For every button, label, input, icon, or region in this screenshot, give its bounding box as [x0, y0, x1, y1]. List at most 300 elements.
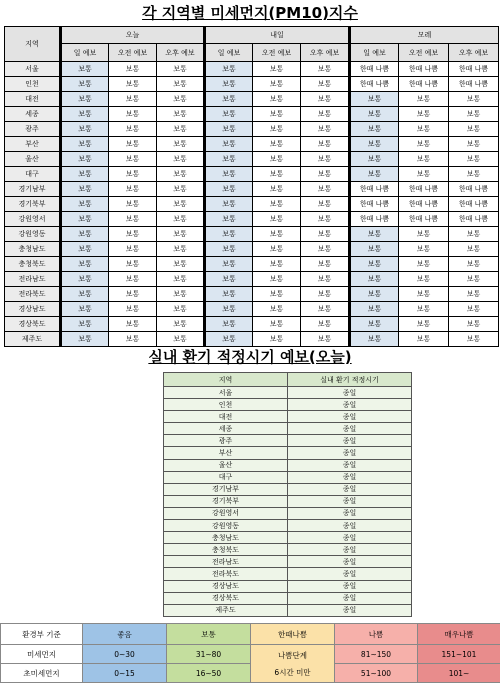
forecast-cell: 한때 나쁨 [449, 212, 499, 227]
forecast-cell: 보통 [301, 287, 350, 302]
ventilation-time-cell: 종일 [288, 459, 412, 471]
forecast-cell: 보통 [301, 227, 350, 242]
forecast-cell: 보통 [61, 227, 109, 242]
table-row [5, 242, 499, 257]
sub-header: 일 예보 [205, 44, 253, 62]
region-cell: 강원영서 [5, 212, 61, 227]
ventilation-header-row [164, 373, 412, 387]
ventilation-time-cell: 종일 [288, 447, 412, 459]
forecast-cell: 보통 [157, 302, 205, 317]
forecast-cell: 보통 [109, 107, 157, 122]
forecast-cell: 보통 [399, 227, 449, 242]
forecast-cell: 보통 [350, 317, 399, 332]
forecast-cell: 보통 [301, 332, 350, 347]
forecast-cell: 한때 나쁨 [350, 62, 399, 77]
forecast-cell: 보통 [399, 332, 449, 347]
forecast-cell: 보통 [301, 137, 350, 152]
forecast-cell: 보통 [61, 317, 109, 332]
forecast-cell: 보통 [205, 212, 253, 227]
forecast-cell: 보통 [301, 122, 350, 137]
forecast-cell: 보통 [399, 137, 449, 152]
ventilation-region-cell: 대전 [164, 411, 288, 423]
region-cell: 울산 [5, 152, 61, 167]
ventilation-time-cell: 종일 [288, 483, 412, 495]
table-row [5, 167, 499, 182]
pm10-forecast-table [4, 26, 499, 347]
forecast-cell: 보통 [205, 167, 253, 182]
table-row [5, 227, 499, 242]
forecast-cell: 보통 [61, 197, 109, 212]
legend-pm25-normal: 16~50 [167, 664, 251, 683]
forecast-cell: 보통 [61, 182, 109, 197]
ventilation-table [163, 372, 412, 617]
forecast-cell: 보통 [205, 317, 253, 332]
forecast-cell: 보통 [253, 287, 301, 302]
forecast-cell: 보통 [109, 272, 157, 287]
forecast-cell: 보통 [301, 167, 350, 182]
forecast-cell: 보통 [109, 77, 157, 92]
forecast-cell: 보통 [109, 302, 157, 317]
region-header-blank: 지역 [5, 27, 61, 62]
ventilation-region-cell: 세종 [164, 423, 288, 435]
ventilation-region-cell: 충청남도 [164, 532, 288, 544]
legend-partial-bad-line1: 나쁨단계 [251, 650, 334, 661]
ventilation-time-cell: 종일 [288, 387, 412, 399]
forecast-cell: 보통 [109, 332, 157, 347]
forecast-cell: 보통 [205, 287, 253, 302]
forecast-cell: 보통 [157, 242, 205, 257]
sub-header-row [5, 44, 499, 62]
forecast-cell: 보통 [449, 287, 499, 302]
forecast-cell: 보통 [350, 122, 399, 137]
legend-partial-bad: 한때나쁨 [251, 624, 335, 645]
legend-pm25-very-bad: 101~ [418, 664, 500, 683]
forecast-cell: 보통 [449, 317, 499, 332]
forecast-cell: 보통 [205, 182, 253, 197]
forecast-cell: 보통 [301, 182, 350, 197]
ventilation-region-cell: 대구 [164, 471, 288, 483]
forecast-cell: 보통 [350, 167, 399, 182]
forecast-cell: 보통 [61, 272, 109, 287]
forecast-cell: 보통 [61, 92, 109, 107]
table-row [164, 387, 412, 399]
ventilation-header-region: 지역 [164, 373, 288, 387]
forecast-cell: 보통 [61, 77, 109, 92]
region-cell: 전라남도 [5, 272, 61, 287]
forecast-cell: 보통 [253, 122, 301, 137]
forecast-cell: 보통 [157, 272, 205, 287]
region-cell: 경기북부 [5, 197, 61, 212]
region-cell: 경상북도 [5, 317, 61, 332]
region-cell: 제주도 [5, 332, 61, 347]
forecast-cell: 보통 [157, 212, 205, 227]
legend-pm25-bad: 51~100 [335, 664, 418, 683]
legend-pm10-row [1, 645, 500, 664]
ventilation-time-cell: 종일 [288, 507, 412, 519]
ventilation-time-cell: 종일 [288, 580, 412, 592]
forecast-cell: 보통 [205, 257, 253, 272]
forecast-cell: 보통 [157, 122, 205, 137]
forecast-cell: 보통 [301, 62, 350, 77]
table-row [164, 483, 412, 495]
day-header-row [5, 27, 499, 44]
table-row [164, 507, 412, 519]
forecast-cell: 보통 [157, 137, 205, 152]
legend-partial-bad-line2: 6시간 미만 [251, 667, 334, 678]
forecast-cell: 보통 [399, 242, 449, 257]
forecast-cell: 보통 [253, 317, 301, 332]
forecast-cell: 보통 [157, 77, 205, 92]
table-row [164, 435, 412, 447]
table-row [5, 92, 499, 107]
forecast-cell: 보통 [449, 302, 499, 317]
forecast-cell: 보통 [157, 227, 205, 242]
forecast-cell: 보통 [253, 137, 301, 152]
forecast-cell: 보통 [449, 92, 499, 107]
forecast-cell: 보통 [109, 92, 157, 107]
forecast-cell: 보통 [350, 137, 399, 152]
forecast-cell: 한때 나쁨 [350, 77, 399, 92]
forecast-cell: 보통 [350, 302, 399, 317]
forecast-cell: 보통 [253, 257, 301, 272]
forecast-cell: 보통 [253, 302, 301, 317]
forecast-cell: 보통 [350, 272, 399, 287]
table-row [164, 447, 412, 459]
ventilation-time-cell: 종일 [288, 544, 412, 556]
day-header-2: 모레 [350, 27, 499, 44]
table-row [164, 520, 412, 532]
forecast-cell: 보통 [253, 227, 301, 242]
forecast-cell: 보통 [205, 137, 253, 152]
forecast-cell: 보통 [253, 212, 301, 227]
page-title: 각 지역별 미세먼지(PM10)지수 [0, 2, 500, 23]
forecast-cell: 보통 [301, 257, 350, 272]
forecast-cell: 보통 [399, 257, 449, 272]
ventilation-time-cell: 종일 [288, 435, 412, 447]
forecast-cell: 보통 [301, 152, 350, 167]
forecast-cell: 보통 [157, 182, 205, 197]
ventilation-time-cell: 종일 [288, 556, 412, 568]
forecast-cell: 보통 [61, 167, 109, 182]
ventilation-region-cell: 울산 [164, 459, 288, 471]
forecast-cell: 보통 [157, 317, 205, 332]
sub-header: 오전 예보 [399, 44, 449, 62]
table-row [164, 580, 412, 592]
forecast-cell: 보통 [61, 107, 109, 122]
forecast-cell: 한때 나쁨 [449, 62, 499, 77]
forecast-cell: 보통 [399, 272, 449, 287]
table-row [164, 568, 412, 580]
forecast-cell: 보통 [301, 302, 350, 317]
ventilation-region-cell: 전라남도 [164, 556, 288, 568]
table-row [5, 302, 499, 317]
ventilation-time-cell: 종일 [288, 520, 412, 532]
forecast-cell: 보통 [449, 257, 499, 272]
forecast-cell: 보통 [61, 62, 109, 77]
ventilation-region-cell: 경기북부 [164, 495, 288, 507]
region-cell: 충청북도 [5, 257, 61, 272]
forecast-cell: 한때 나쁨 [350, 197, 399, 212]
forecast-cell: 보통 [449, 152, 499, 167]
legend-partial-bad-desc [251, 645, 335, 683]
forecast-cell: 보통 [205, 242, 253, 257]
ventilation-region-cell: 서울 [164, 387, 288, 399]
forecast-cell: 보통 [449, 167, 499, 182]
forecast-cell: 보통 [253, 242, 301, 257]
table-row [164, 604, 412, 616]
ventilation-time-cell: 종일 [288, 592, 412, 604]
region-cell: 부산 [5, 137, 61, 152]
table-row [5, 107, 499, 122]
forecast-cell: 보통 [61, 137, 109, 152]
region-cell: 서울 [5, 62, 61, 77]
region-cell: 대전 [5, 92, 61, 107]
legend-pm25-good: 0~15 [83, 664, 167, 683]
forecast-cell: 보통 [157, 167, 205, 182]
table-row [5, 272, 499, 287]
forecast-cell: 보통 [399, 92, 449, 107]
ventilation-time-cell: 종일 [288, 471, 412, 483]
table-row [164, 399, 412, 411]
forecast-cell: 보통 [449, 227, 499, 242]
ventilation-header-time: 실내 환기 적정시기 [288, 373, 412, 387]
table-row [164, 459, 412, 471]
table-row [5, 212, 499, 227]
region-cell: 세종 [5, 107, 61, 122]
forecast-cell: 보통 [205, 332, 253, 347]
table-row [164, 556, 412, 568]
day-header-0: 오늘 [61, 27, 205, 44]
forecast-cell: 보통 [449, 332, 499, 347]
forecast-cell: 보통 [253, 197, 301, 212]
region-cell: 경상남도 [5, 302, 61, 317]
forecast-cell: 한때 나쁨 [350, 212, 399, 227]
forecast-cell: 보통 [253, 92, 301, 107]
legend-pm25-row [1, 664, 500, 683]
table-row [5, 257, 499, 272]
forecast-cell: 보통 [301, 212, 350, 227]
ventilation-time-cell: 종일 [288, 495, 412, 507]
ventilation-region-cell: 경기남부 [164, 483, 288, 495]
table-row [5, 197, 499, 212]
table-row [5, 317, 499, 332]
forecast-cell: 보통 [301, 77, 350, 92]
table-row [5, 62, 499, 77]
ventilation-time-cell: 종일 [288, 411, 412, 423]
forecast-cell: 보통 [399, 167, 449, 182]
day-header-1: 내일 [205, 27, 350, 44]
forecast-cell: 보통 [350, 227, 399, 242]
forecast-cell: 보통 [253, 332, 301, 347]
ventilation-region-cell: 충청북도 [164, 544, 288, 556]
forecast-cell: 보통 [449, 107, 499, 122]
legend-pm10-very-bad: 151~101 [418, 645, 500, 664]
legend-pm10-normal: 31~80 [167, 645, 251, 664]
legend-pm10-bad: 81~150 [335, 645, 418, 664]
table-row [164, 592, 412, 604]
forecast-cell: 보통 [253, 107, 301, 122]
ventilation-time-cell: 종일 [288, 604, 412, 616]
sub-header: 오후 예보 [449, 44, 499, 62]
ventilation-region-cell: 경상남도 [164, 580, 288, 592]
forecast-cell: 보통 [301, 107, 350, 122]
table-row [164, 411, 412, 423]
forecast-cell: 보통 [205, 197, 253, 212]
forecast-cell: 보통 [301, 272, 350, 287]
forecast-cell: 보통 [109, 257, 157, 272]
region-cell: 강원영동 [5, 227, 61, 242]
region-cell: 전라북도 [5, 287, 61, 302]
forecast-cell: 한때 나쁨 [449, 197, 499, 212]
forecast-cell: 보통 [350, 92, 399, 107]
ventilation-region-cell: 경상북도 [164, 592, 288, 604]
forecast-cell: 보통 [205, 77, 253, 92]
forecast-cell: 보통 [109, 152, 157, 167]
forecast-cell: 보통 [399, 287, 449, 302]
ventilation-time-cell: 종일 [288, 423, 412, 435]
forecast-cell: 보통 [61, 242, 109, 257]
legend-normal: 보통 [167, 624, 251, 645]
forecast-cell: 보통 [61, 302, 109, 317]
ventilation-region-cell: 강원영서 [164, 507, 288, 519]
region-cell: 광주 [5, 122, 61, 137]
region-cell: 대구 [5, 167, 61, 182]
forecast-cell: 한때 나쁨 [399, 197, 449, 212]
forecast-cell: 보통 [399, 317, 449, 332]
forecast-cell: 보통 [205, 272, 253, 287]
forecast-cell: 보통 [157, 197, 205, 212]
table-row [5, 182, 499, 197]
ventilation-region-cell: 전라북도 [164, 568, 288, 580]
legend-good: 좋음 [83, 624, 167, 645]
sub-header: 오전 예보 [109, 44, 157, 62]
forecast-cell: 보통 [109, 227, 157, 242]
forecast-cell: 보통 [109, 197, 157, 212]
sub-header: 오후 예보 [301, 44, 350, 62]
forecast-cell: 보통 [109, 137, 157, 152]
forecast-cell: 보통 [350, 332, 399, 347]
region-cell: 충청남도 [5, 242, 61, 257]
forecast-cell: 보통 [109, 317, 157, 332]
forecast-cell: 보통 [205, 227, 253, 242]
legend-header-row [1, 624, 500, 645]
ventilation-time-cell: 종일 [288, 399, 412, 411]
forecast-cell: 보통 [205, 122, 253, 137]
forecast-cell: 보통 [157, 332, 205, 347]
forecast-cell: 보통 [253, 152, 301, 167]
table-row [164, 544, 412, 556]
ventilation-title: 실내 환기 적정시기 예보(오늘) [0, 346, 500, 367]
forecast-cell: 보통 [157, 152, 205, 167]
forecast-cell: 보통 [399, 107, 449, 122]
sub-header: 오전 예보 [253, 44, 301, 62]
forecast-cell: 보통 [205, 62, 253, 77]
forecast-cell: 한때 나쁨 [399, 212, 449, 227]
forecast-cell: 보통 [301, 317, 350, 332]
forecast-cell: 보통 [449, 242, 499, 257]
forecast-cell: 보통 [157, 107, 205, 122]
forecast-cell: 한때 나쁨 [449, 77, 499, 92]
forecast-cell: 보통 [350, 152, 399, 167]
forecast-cell: 보통 [109, 182, 157, 197]
forecast-cell: 보통 [109, 122, 157, 137]
region-cell: 인천 [5, 77, 61, 92]
forecast-cell: 보통 [449, 122, 499, 137]
table-row [164, 423, 412, 435]
forecast-cell: 보통 [253, 167, 301, 182]
legend-pm25-label: 초미세먼지 [1, 664, 83, 683]
forecast-cell: 보통 [399, 152, 449, 167]
forecast-cell: 보통 [399, 302, 449, 317]
forecast-cell: 보통 [449, 137, 499, 152]
table-row [5, 122, 499, 137]
table-row [164, 495, 412, 507]
forecast-cell: 보통 [157, 92, 205, 107]
standard-legend-table [0, 623, 500, 683]
ventilation-region-cell: 인천 [164, 399, 288, 411]
ventilation-time-cell: 종일 [288, 532, 412, 544]
forecast-cell: 보통 [61, 122, 109, 137]
forecast-cell: 보통 [61, 287, 109, 302]
sub-header: 일 예보 [350, 44, 399, 62]
table-row [5, 77, 499, 92]
forecast-cell: 한때 나쁨 [449, 182, 499, 197]
table-row [5, 152, 499, 167]
forecast-cell: 보통 [157, 287, 205, 302]
forecast-cell: 보통 [109, 212, 157, 227]
forecast-cell: 보통 [157, 257, 205, 272]
region-cell: 경기남부 [5, 182, 61, 197]
table-row [164, 471, 412, 483]
forecast-cell: 보통 [301, 92, 350, 107]
ventilation-region-cell: 부산 [164, 447, 288, 459]
forecast-cell: 보통 [61, 257, 109, 272]
table-row [5, 287, 499, 302]
forecast-cell: 보통 [205, 302, 253, 317]
forecast-cell: 보통 [205, 92, 253, 107]
forecast-cell: 보통 [61, 332, 109, 347]
sub-header: 오후 예보 [157, 44, 205, 62]
forecast-cell: 보통 [301, 242, 350, 257]
forecast-cell: 한때 나쁨 [399, 77, 449, 92]
forecast-cell: 보통 [253, 272, 301, 287]
ventilation-region-cell: 광주 [164, 435, 288, 447]
forecast-cell: 보통 [301, 197, 350, 212]
forecast-cell: 보통 [205, 107, 253, 122]
forecast-cell: 보통 [350, 107, 399, 122]
forecast-cell: 한때 나쁨 [399, 182, 449, 197]
ventilation-region-cell: 강원영동 [164, 520, 288, 532]
forecast-cell: 보통 [109, 62, 157, 77]
table-row [5, 137, 499, 152]
table-row [164, 532, 412, 544]
forecast-cell: 보통 [253, 182, 301, 197]
forecast-cell: 보통 [350, 287, 399, 302]
ventilation-time-cell: 종일 [288, 568, 412, 580]
forecast-cell: 한때 나쁨 [399, 62, 449, 77]
forecast-cell: 보통 [205, 152, 253, 167]
forecast-cell: 보통 [350, 257, 399, 272]
forecast-cell: 보통 [399, 122, 449, 137]
table-row [5, 332, 499, 347]
forecast-cell: 보통 [109, 242, 157, 257]
forecast-cell: 보통 [61, 152, 109, 167]
forecast-cell: 보통 [253, 77, 301, 92]
forecast-cell: 보통 [61, 212, 109, 227]
forecast-cell: 보통 [157, 62, 205, 77]
forecast-cell: 보통 [350, 242, 399, 257]
ventilation-region-cell: 제주도 [164, 604, 288, 616]
